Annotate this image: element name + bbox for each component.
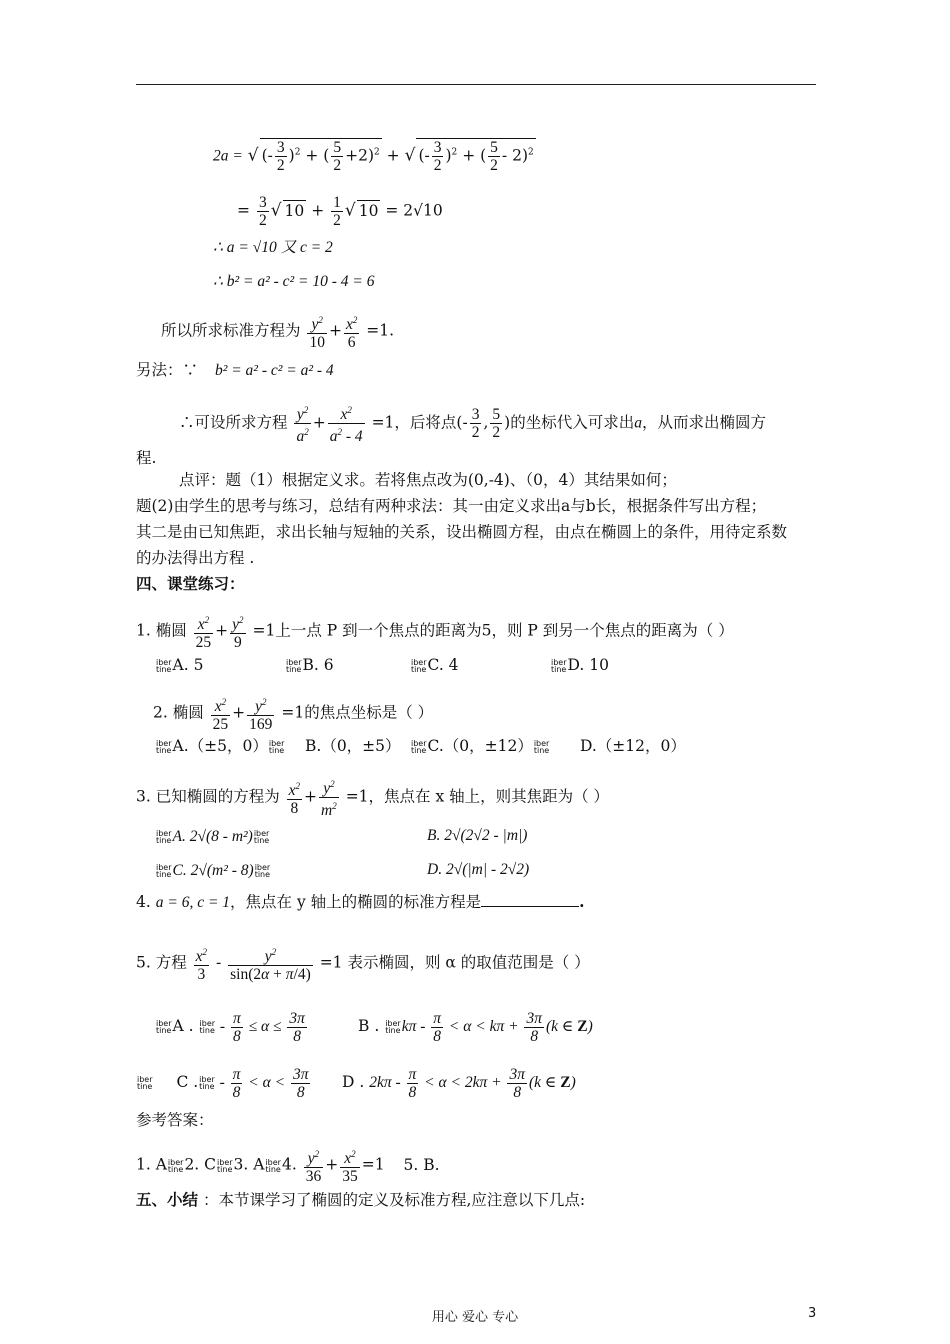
lhs-2a: 2a = (213, 147, 243, 165)
q2-options: iber tineA.（±5，0）iber tine B.（0，±5） iber tineC.（0，±12）iber tine D.（±12，0） (156, 737, 686, 755)
answer-5: 5. B. (403, 1155, 440, 1174)
alt-method-line-2: ∴可设所求方程 $\frac{y^2}{a^2}$ + $\frac{x^2}{a^2 - 4}$ =1，后将点(- $\frac{3}{2}$ , $\frac{5}{2}$ )的坐标代入可求出a，从而求出椭圆方 (179, 402, 766, 445)
comment-line-2: 题(2)由学生的思考与练习，总结有两种求法：其一由定义求出a与b长，根据条件写出方程； (136, 497, 767, 515)
section4-title: 四、课堂练习： (136, 574, 245, 593)
q2-option-c: C.（0，±12） (427, 737, 533, 755)
alt-method-line-1 (136, 360, 334, 381)
question-5: 5. 方程 $\frac{x^2}{3}$ - $\frac{y^2}{\sin(2\alpha + \pi/4)}$ =1 表示椭圆，则 α 的取值范围是（ ） (136, 944, 590, 983)
q5-options-row-1: iber tineA . iber tine - $\frac{\pi}{8}$ ≤ α ≤ $\frac{3\pi}{8}$ B . iber tinekπ - $\frac{\pi}{8}$ < α < kπ + $\frac{3\pi}{8}$ (k ∈ Z) (156, 1010, 593, 1045)
q5-text: 表示椭圆，则 α 的取值范围是（ ） (347, 953, 590, 972)
comment-line-4: 的办法得出方程 . (136, 549, 255, 567)
q3-options-row-1: iber tineA. 2√(8 - m²)iber tine B. 2√(2√2 - |m|) (156, 827, 528, 845)
derivation-line-3: ∴ a = √10 又 c = 2 (213, 239, 333, 256)
question-4 (136, 892, 585, 913)
q5-option-a-label: A . (172, 1017, 194, 1036)
alt-method-label: 另法：∵ (136, 361, 199, 379)
section5-title: 五、小结 (136, 1190, 199, 1209)
q1-option-c: C. 4 (427, 656, 459, 674)
answer-4: 4. (281, 1155, 297, 1174)
answer-1: 1. A (136, 1155, 167, 1174)
q2-lead: 2. 椭圆 (153, 703, 204, 722)
result-tail: =1. (366, 321, 395, 340)
derivation-line-4: ∴ b² = a² - c² = 10 - 4 = 6 (213, 273, 375, 290)
result-2sqrt10: = 2√10 (385, 201, 443, 220)
page-footer: 用心 爱心 专心 (431, 1310, 519, 1325)
answer-blank (481, 892, 579, 907)
section5-text: ：本节课学习了椭圆的定义及标准方程,应注意以下几点: (202, 1191, 586, 1209)
q2-option-d: D.（±12，0） (580, 737, 686, 755)
q3-lead: 3. 已知椭圆的方程为 (136, 787, 280, 806)
question-1: 1. 椭圆 $\frac{x^2}{25}$ + $\frac{y^2}{9}$ =1上一点 P 到一个焦点的距离为5，则 P 到另一个焦点的距离为（ ） (136, 612, 734, 651)
q1-text: =1上一点 P 到一个焦点的距离为5，则 P 到另一个焦点的距离为（ ） (252, 621, 734, 640)
q4-text: ，焦点在 y 轴上的椭圆的标准方程是 (230, 893, 482, 911)
derivation-line-2: = $\frac{3}{2}$ √ 10 + $\frac{1}{2}$ √ 10 = 2√10 (237, 194, 443, 229)
alt-text-d: ，从而求出椭圆方 (641, 413, 766, 432)
q1-options: iber tineA. 5 iber tineB. 6 iber tineC. 4 iber tineD. 10 (156, 656, 609, 674)
q1-option-d: D. 10 (567, 656, 609, 674)
derivation-line-1: 2a = √ (- $\frac{3}{2}$ )$^2$ + ( $\frac{5}{2}$ +2)$^2$ + √ (- $\frac{3}{2}$ )$^2$ + ( $\frac{5}{2}$ - 2)$^2$ (213, 139, 534, 174)
comment-line-3: 其二是由已知焦距，求出长轴与短轴的关系，设出椭圆方程，由点在椭圆上的条件，用待定系数 (136, 523, 788, 541)
question-3: 3. 已知椭圆的方程为 $\frac{x^2}{8}$ + $\frac{y^2}{m^2}$ =1，焦点在 x 轴上，则其焦距为（ ） (136, 776, 609, 819)
q1-option-a: A. 5 (172, 656, 204, 674)
answer-3: 3. A (233, 1155, 265, 1174)
iber-tine-mark: iber tine (156, 658, 172, 674)
header-rule (136, 84, 816, 85)
q3-option-d: D. 2√(|m| - 2√2) (427, 861, 530, 878)
alt-text-c: )的坐标代入可求出 (504, 413, 635, 432)
comment-line-1: 点评：题（1）根据定义求。若将焦点改为(0,-4)、（0，4）其结果如何； (179, 471, 677, 489)
answer-2: 2. C (184, 1155, 217, 1174)
q3-option-b: B. 2√(2√2 - |m|) (427, 827, 528, 844)
page-number: 3 (808, 1306, 817, 1321)
q4-lead: 4. (136, 893, 151, 911)
section5-line (136, 1190, 585, 1210)
q2-option-b: B.（0，±5） (305, 737, 401, 755)
q3-option-c: C. 2√(m² - 8) (172, 862, 254, 879)
q5-option-b-label: B . (358, 1017, 380, 1036)
q4-condition: a = 6, c = 1 (155, 894, 231, 911)
q5-options-row-2: iber tine C .iber tine - $\frac{\pi}{8}$ < α < $\frac{3\pi}{8}$ D . 2kπ - $\frac{\pi}{8}$ < α < 2kπ + $\frac{3\pi}{8}$ (k ∈ Z) (137, 1066, 576, 1101)
answers-label: 参考答案： (136, 1111, 214, 1129)
q3-options-row-2: iber tineC. 2√(m² - 8)iber tine D. 2√(|m| - 2√2) (156, 861, 530, 879)
q1-lead: 1. 椭圆 (136, 621, 187, 640)
question-2: 2. 椭圆 $\frac{x^2}{25}$ + $\frac{y^2}{169}$ =1的焦点坐标是（ ） (153, 694, 433, 733)
answers-line: 1. Aiber tine2. Ciber tine3. Aiber tine4. $\frac{y^2}{36}$ + $\frac{x^2}{35}$ =1 5. B. (136, 1146, 440, 1185)
alt-text-b: =1，后将点(- (371, 413, 468, 432)
q5-option-c-label: C . (176, 1073, 199, 1092)
q5-lead: 5. 方程 (136, 953, 187, 972)
q2-option-a: A.（±5，0） (172, 737, 268, 755)
result-line: 所以所求标准方程为 $\frac{y^2}{10}$ + $\frac{x^2}{6}$ =1. (161, 312, 394, 351)
q1-option-b: B. 6 (302, 656, 334, 674)
q3-option-a: A. 2√(8 - m²) (172, 828, 253, 845)
q5-option-d-label: D . (342, 1073, 365, 1092)
result-text: 所以所求标准方程为 (161, 321, 301, 340)
q2-text: =1的焦点坐标是（ ） (281, 703, 434, 722)
alt-method-eq: b² = a² - c² = a² - 4 (214, 362, 334, 379)
q3-text: =1，焦点在 x 轴上，则其焦距为（ ） (345, 787, 610, 806)
q4-tail: . (579, 892, 585, 911)
alt-text-a: ∴可设所求方程 (179, 413, 288, 432)
equals-sign: = (237, 201, 250, 220)
alt-method-line-3: 程. (136, 449, 157, 467)
